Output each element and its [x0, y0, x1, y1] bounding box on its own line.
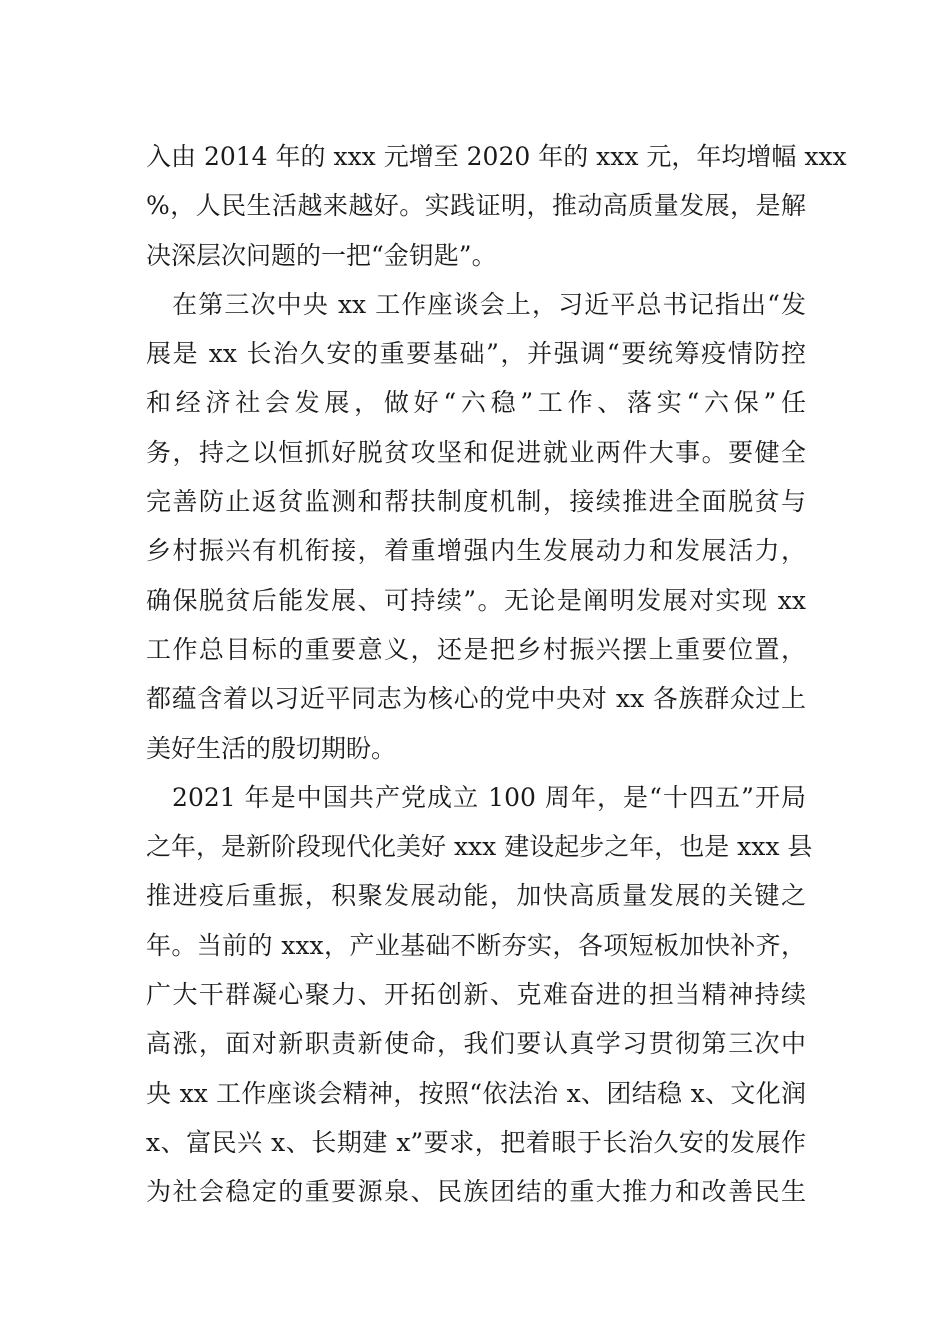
- text-line: x、富民兴 x、长期建 x”要求，把着眼于长治久安的发展作: [146, 1127, 806, 1157]
- text-line: 完善防止返贫监测和帮扶制度机制，接续推进全面脱贫与: [146, 487, 806, 517]
- text-line: 乡村振兴有机衔接，着重增强内生发展动力和发展活力，: [146, 536, 806, 566]
- body-text: [146, 132, 847, 1217]
- text-line: 广大干群凝心聚力、开拓创新、克难奋进的担当精神持续: [146, 980, 806, 1010]
- text-line: 在第三次中央 xx 工作座谈会上，习近平总书记指出“发: [146, 289, 806, 319]
- text-line: 工作总目标的重要意义，还是把乡村振兴摆上重要位置，: [146, 634, 806, 664]
- text-line: 为社会稳定的重要源泉、民族团结的重大推力和改善民生: [146, 1177, 806, 1207]
- text-line: 年。当前的 xxx，产业基础不断夯实，各项短板加快补齐，: [146, 930, 806, 960]
- text-line: 央 xx 工作座谈会精神，按照“依法治 x、团结稳 x、文化润: [146, 1078, 806, 1108]
- text-line: 之年，是新阶段现代化美好 xxx 建设起步之年，也是 xxx 县: [146, 832, 813, 862]
- text-line: 推进疫后重振，积聚发展动能，加快高质量发展的关键之: [146, 881, 806, 911]
- text-line: 入由 2014 年的 xxx 元增至 2020 年的 xxx 元，年均增幅 xxx: [146, 142, 847, 171]
- text-line: 展是 xx 长治久安的重要基础”，并强调“要统筹疫情防控: [146, 339, 806, 369]
- text-line: 务，持之以恒抓好脱贫攻坚和促进就业两件大事。要健全: [146, 437, 806, 467]
- text-line: 和经济社会发展，做好“六稳”工作、落实“六保”任: [146, 388, 806, 418]
- text-line: 决深层次问题的一把“金钥匙”。: [146, 240, 497, 270]
- text-line: 确保脱贫后能发展、可持续”。无论是阐明发展对实现 xx: [146, 585, 806, 615]
- text-line: 2021 年是中国共产党成立 100 周年，是“十四五”开局: [146, 782, 806, 812]
- text-line: 高涨，面对新职责新使命，我们要认真学习贯彻第三次中: [146, 1029, 806, 1059]
- text-line: 都蕴含着以习近平同志为核心的党中央对 xx 各族群众过上: [146, 684, 806, 714]
- text-line: %，人民生活越来越好。实践证明，推动高质量发展，是解: [146, 191, 806, 221]
- text-line: 美好生活的殷切期盼。: [146, 733, 397, 763]
